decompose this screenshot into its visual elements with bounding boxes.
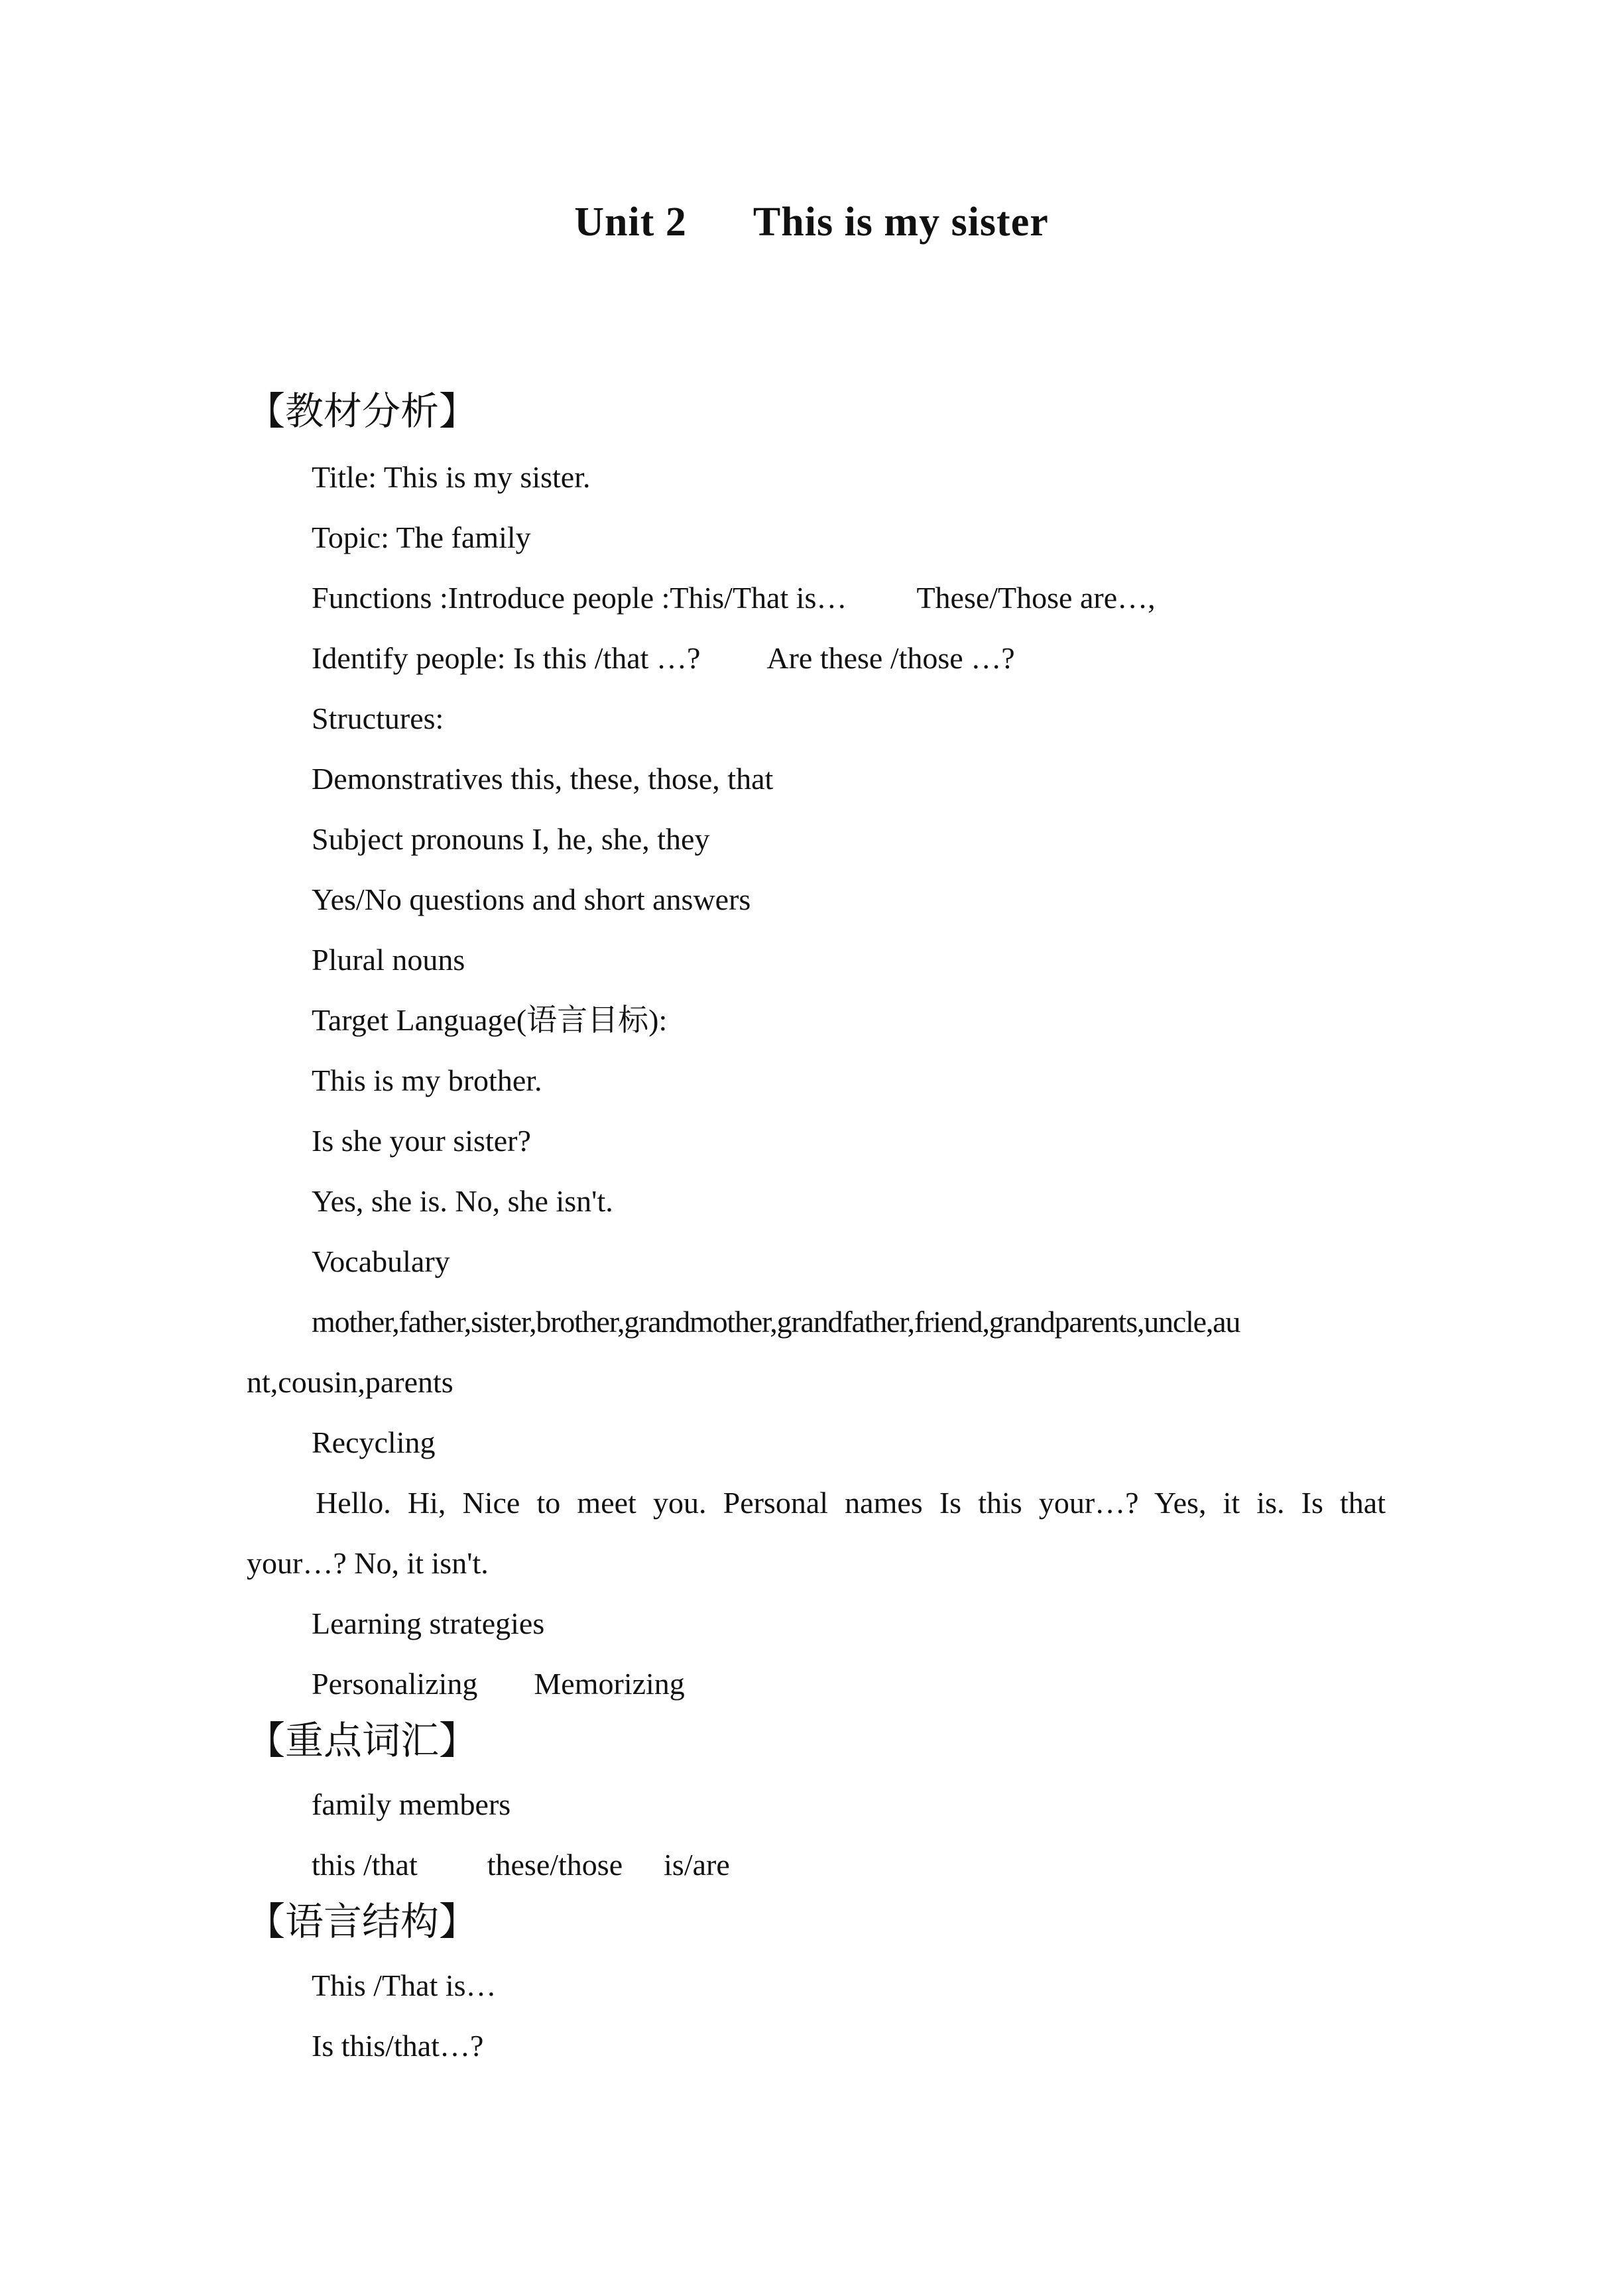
analysis-vocabulary-line-2: nt,cousin,parents — [247, 1365, 453, 1399]
analysis-topic-line: Topic: The family — [312, 520, 531, 554]
analysis-vocabulary-line-1: mother,father,sister,brother,grandmother,grandfather,friend,grandparents,uncle,au — [312, 1305, 1240, 1339]
vocab-is-are: is/are — [664, 1848, 730, 1882]
analysis-yes-no-questions: Yes/No questions and short answers — [312, 882, 751, 916]
analysis-target-1: This is my brother. — [312, 1063, 542, 1097]
analysis-recycling-line-2: your…? No, it isn't. — [247, 1546, 489, 1580]
analysis-target-2: Is she your sister? — [312, 1124, 531, 1158]
analysis-learning-strategies-label: Learning strategies — [312, 1606, 545, 1640]
analysis-target-3: Yes, she is. No, she isn't. — [312, 1184, 613, 1218]
strategy-memorizing: Memorizing — [534, 1667, 685, 1701]
vocab-family-members: family members — [312, 1787, 511, 1821]
analysis-demonstratives: Demonstratives this, these, those, that — [312, 762, 774, 796]
analysis-vocabulary-label: Vocabulary — [312, 1244, 450, 1278]
analysis-recycling-line-1: Hello. Hi, Nice to meet you. Personal names Is this your…? Yes, it is. Is that — [316, 1486, 1386, 1520]
structure-line-2: Is this/that…? — [312, 2029, 484, 2063]
functions-part-b: These/Those are…, — [916, 581, 1156, 615]
analysis-plural-nouns: Plural nouns — [312, 943, 465, 977]
vocab-pairs-line — [312, 1846, 730, 1884]
identify-part-b: Are these /those …? — [766, 641, 1015, 675]
analysis-target-language-label: Target Language(语言目标): — [312, 1003, 668, 1037]
page-title — [0, 199, 1623, 246]
section-heading-language-structure: 【语言结构】 — [247, 1899, 478, 1944]
analysis-recycling-label: Recycling — [312, 1425, 436, 1459]
title-unit: Unit 2 — [574, 200, 687, 245]
identify-part-a: Identify people: Is this /that …? — [312, 641, 701, 675]
functions-part-a: Functions :Introduce people :This/That is… — [312, 581, 847, 615]
structure-line-1: This /That is… — [312, 1968, 497, 2002]
strategy-personalizing: Personalizing — [312, 1667, 478, 1701]
analysis-identify-line — [312, 640, 1015, 677]
analysis-subject-pronouns: Subject pronouns I, he, she, they — [312, 822, 710, 856]
vocab-this-that: this /that — [312, 1848, 418, 1882]
section-heading-analysis: 【教材分析】 — [247, 389, 478, 434]
analysis-title-line: Title: This is my sister. — [312, 460, 591, 494]
analysis-strategies-line — [312, 1665, 685, 1703]
analysis-functions-line — [312, 579, 1156, 617]
section-heading-key-vocabulary: 【重点词汇】 — [247, 1718, 478, 1763]
title-name: This is my sister — [752, 200, 1049, 245]
vocab-these-those: these/those — [487, 1848, 623, 1882]
analysis-structures-label: Structures: — [312, 701, 444, 735]
